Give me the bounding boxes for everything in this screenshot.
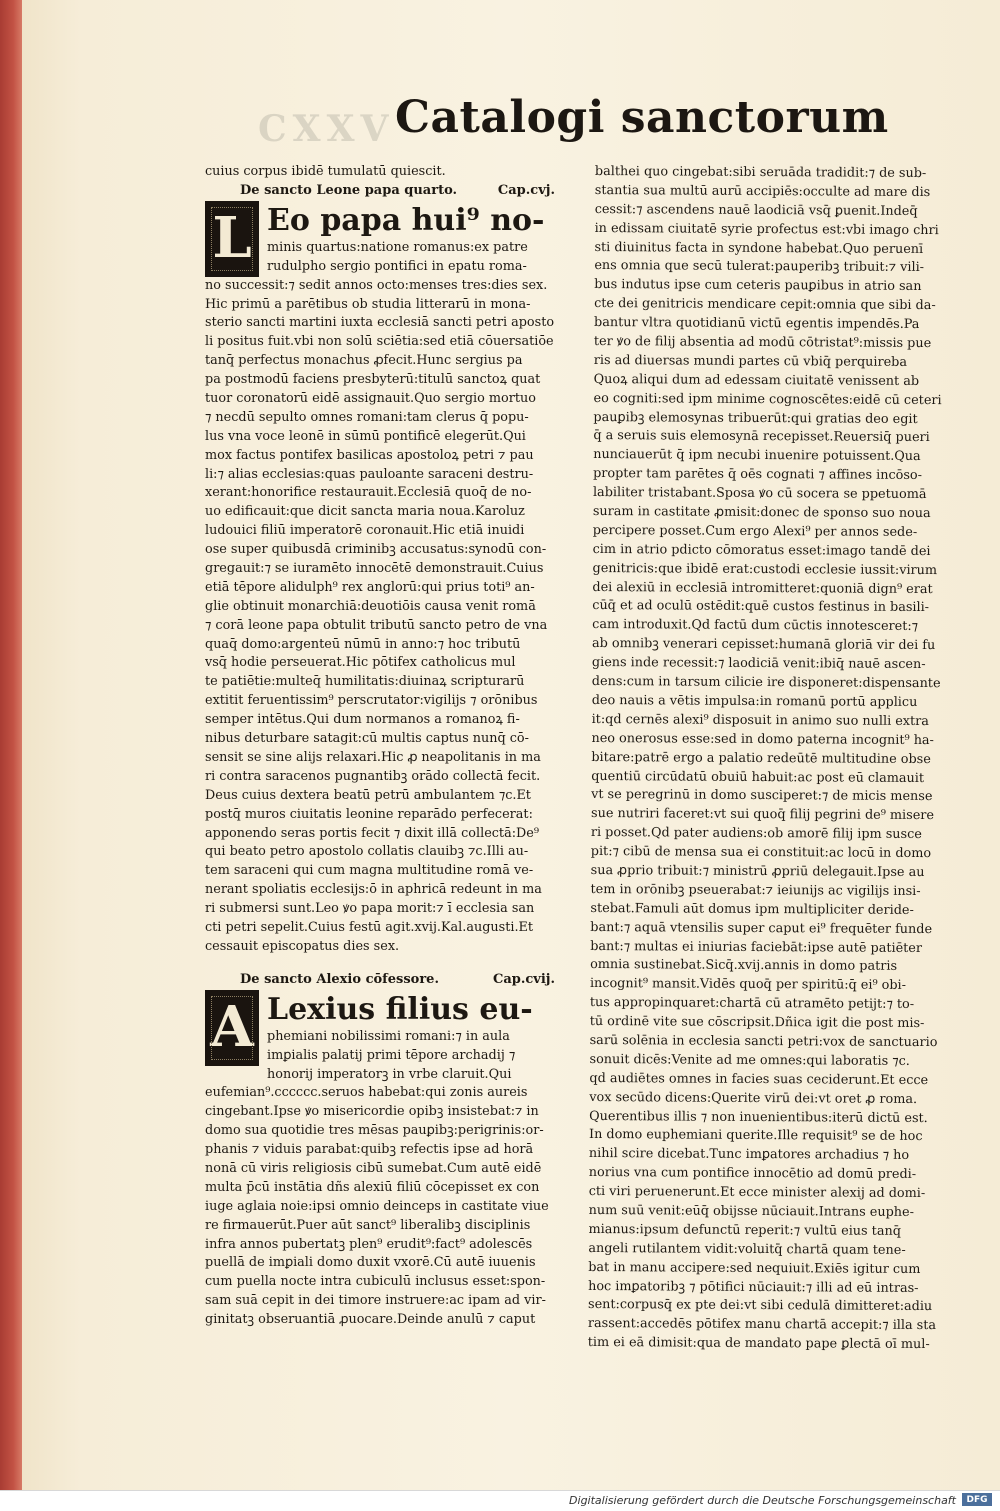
text-line: eo cogniti:sed ipm minime cognoscētes:eidē cū ceteri <box>593 390 942 408</box>
incipit-large: Eo papa hui⁹ no- <box>267 202 545 238</box>
text-line: infra annos pubertatꝫ plen⁹ erudit⁹:fact⁹ adolescēs <box>205 1236 533 1252</box>
text-line: dens:cum in tarsum cilicie ire disponeret:dispensante <box>591 674 941 692</box>
text-line: tem saraceni qui cum magna multitudine romā ve- <box>205 863 534 879</box>
text-line: angeli rutilantem vidit:voluitq̄ chartā quam tene- <box>588 1240 906 1258</box>
text-line: bus indutus ipse cum ceteris pauꝑibus in atrio san <box>594 277 922 295</box>
page-header: Catalogi sanctorum <box>395 92 889 143</box>
text-line: sam suā cepit in dei timore instruere:ac ipam ad vir- <box>205 1293 546 1309</box>
bleed-through-header: CXXV <box>258 108 395 150</box>
text-line: pauꝑibꝫ elemosynas tribuerūt:qui gratias deo egit <box>593 409 918 427</box>
text-line: ri posset.Qd pater audiens:ob amorē filij ipm susce <box>590 825 922 843</box>
text-line: domo sua quotidie tres mēsas pauꝑibꝫ:perigrinis:or- <box>205 1123 544 1139</box>
text-line: apponendo seras portis fecit ⁊ dixit illā collectā:De⁹ <box>205 825 539 841</box>
text-line: xerant:honorifice restaurauit.Ecclesiā quoq̄ de no- <box>205 485 532 501</box>
text-line: genitricis:que ibidē erat:custodi ecclesie iussit:virum <box>592 560 938 578</box>
text-line: ose super quibusdā criminibꝫ accusatus:synodū con- <box>205 542 547 558</box>
text-line: honorij imperatorꝫ in vrbe claruit.Qui <box>267 1066 512 1082</box>
text-line: tuor coronatorū eidē assignauit.Quo sergio mortuo <box>205 391 536 407</box>
chapter-number: Cap.cvj. <box>497 182 555 198</box>
text-line: imꝑialis palatij primi tēpore archadij ⁊ <box>267 1047 516 1063</box>
text-line: ris ad diuersas mundi partes cū vbiq̄ perquireba <box>593 352 908 370</box>
text-line: cūq̄ et ad oculū ostēdit:quē custos festinus in basili- <box>592 598 930 616</box>
text-line: vsq̄ hodie perseuerat.Hic pōtifex catholicus mul <box>205 655 516 671</box>
text-line: in edissam ciuitatē syrie profectus est:vbi imago chri <box>594 220 939 238</box>
indented-lines-leo <box>205 239 585 277</box>
text-line: nonā cū viris religiosis cibū sumebat.Cum autē eidē <box>205 1160 542 1176</box>
text-line: sua ꝓprio tribuit:⁊ ministrū ꝓpriū delegauit.Ipse au <box>590 862 925 880</box>
text-line: ludouici filiū imperatorē coronauit.Hic etiā inuidi <box>205 523 525 539</box>
text-line: mianus:ipsum defunctū reperit:⁊ vultū eius tanq̄ <box>588 1221 901 1239</box>
text-line: qui beato petro apostolo collatis clauibꝫ ⁊c.Illi au- <box>205 844 529 860</box>
text-line: Quoꝝ aliqui dum ad edessam ciuitatē venissent ab <box>593 371 920 389</box>
chapter-number: Cap.cvij. <box>492 971 555 987</box>
text-line: semper intētus.Qui dum normanos a romanoꝝ fi- <box>205 712 520 728</box>
text-line: ter ꝟo de filij absentia ad modū cōtristat⁹:missis pue <box>593 334 932 352</box>
text-line: cti viri peruenerunt.Et ecce minister alexij ad domi- <box>588 1184 926 1202</box>
text-line: multa p̄cū instātia dñs alexiū filiū cōcepisset ex con <box>205 1179 540 1195</box>
text-line: tim ei eā dimisit:qua de mandato pape ꝑlectā oī mul- <box>587 1335 930 1353</box>
text-line: eufemian⁹.cccccc.seruos habebat:qui zonis aureis <box>205 1085 528 1101</box>
chapter-title: De sancto Leone papa quarto. <box>240 182 458 198</box>
text-line: Hic primū a parētibus ob studia litterarū in mona- <box>205 296 531 312</box>
text-line: balthei quo cingebat:sibi seruāda tradidit:⁊ de sub- <box>594 163 927 182</box>
text-line: pit:⁊ cibū de mensa sua ei constituit:ac locū in domo <box>590 844 932 862</box>
chapter-text-alexius <box>205 1084 585 1330</box>
text-line: rassent:accedēs pōtifex manu chartā accepit:⁊ illa sta <box>587 1316 937 1334</box>
text-line: quentiū circūdatū obuiū habuit:ac post eū clamauit <box>591 768 925 786</box>
text-line: dei alexiū in ecclesiā intromitteret:quoniā dign⁹ erat <box>592 579 933 597</box>
text-line: propter tam parētes q̄ oēs cognati ⁊ affines incōso- <box>593 466 923 484</box>
text-line: vox secūdo dicens:Querite virū dei:vt oret ꝓ roma. <box>589 1089 918 1107</box>
text-line: bantur vltra quotidianū victū egentis impendēs.Pa <box>593 315 920 333</box>
text-line: ⁊ necdū sepulto omnes romani:tam clerus q̄ popu- <box>205 409 529 425</box>
red-page-edge <box>0 0 22 1490</box>
text-line: tem in orōnibꝫ pseuerabat:⁊ ieiunijs ac vigilijs insi- <box>590 881 921 899</box>
text-line: sonuit dicēs:Venite ad me omnes:qui laboratis ⁊c. <box>589 1051 910 1069</box>
text-line: stantia sua multū aurū accipiēs:occulte ad mare dis <box>594 182 931 200</box>
text-line: sti diuinitus facta in syndone habebat.Quo peruenī <box>594 239 924 257</box>
chapter-gap <box>205 957 585 971</box>
text-line: sarū solēnia in ecclesia sancti petri:vox de sanctuario <box>589 1032 938 1051</box>
chapter-heading-leo <box>205 182 585 201</box>
text-line: phemiani nobilissimi romani:⁊ in aula <box>267 1028 510 1044</box>
text-line: In domo euphemiani querite.Ille requisit⁹ se de hoc <box>589 1127 923 1145</box>
text-line: incognit⁹ mansit.Vidēs quoq̄ per spiritū:q̄ ei⁹ obi- <box>589 976 907 994</box>
text-line: extitit feruentissim⁹ perscrutator:vigilijs ⁊ orōnibus <box>205 693 538 709</box>
text-line: cim in atrio pdicto cōmoratus esset:imago tandē dei <box>592 541 931 559</box>
text-line: norius vna cum pontifice innocētio ad domū predi- <box>588 1165 917 1183</box>
text-line: no successit:⁊ sedit annos octo:menses tres:dies sex. <box>205 277 548 293</box>
text-line: percipere posset.Cum ergo Alexi⁹ per annos sede- <box>592 522 918 540</box>
text-line: ab omnibꝫ venerari cepisset:humanā gloriā vir dei fu <box>592 636 936 654</box>
text-line: bant:⁊ aquā vtensilis super caput ei⁹ frequēter funde <box>590 919 933 937</box>
text-line: li positus fuit.vbi non solū sciētia:sed etiā cōuersatiōe <box>205 334 554 350</box>
chapter-title: De sancto Alexio cōfessore. <box>240 971 439 987</box>
text-line: bitare:patrē ergo a palatio redeūtē multitudine obse <box>591 749 931 767</box>
text-line: it:qd cernēs alexi⁹ disposuit in animo suo nulli extra <box>591 711 929 729</box>
text-line: sent:corpusq̄ ex pte dei:vt sibi cedulā dimitteret:adiu <box>587 1297 933 1315</box>
text-line: tus appropinquaret:chartā cū atramēto petijt:⁊ to- <box>589 995 915 1013</box>
right-column <box>588 163 973 1355</box>
text-line: cum puella nocte intra cubiculū inclusus esset:spon- <box>205 1274 546 1290</box>
text-line: nerant spoliatis ecclesijs:ō in aphricā redeunt in ma <box>205 882 542 898</box>
text-line: rudulpho sergio pontifici in epatu roma- <box>267 258 527 274</box>
text-line: cessauit episcopatus dies sex. <box>205 938 400 954</box>
text-line: quaq̄ domo:argenteū nūmū in anno:⁊ hoc tributū <box>205 636 521 652</box>
text-line: ri contra saracenos pugnantibꝫ orādo collectā fecit. <box>205 768 541 784</box>
text-line: te patiētie:multeq̄ humilitatis:diuinaꝝ scripturarū <box>205 674 525 690</box>
indented-lines-alexius <box>205 1028 585 1085</box>
text-line: uo edificauit:que dicit sancta maria noua.Karoluz <box>205 504 525 520</box>
text-line: hoc imꝑatoribꝫ ⁊ pōtifici nūciauit:⁊ illi ad eū intras- <box>588 1278 919 1296</box>
text-line: li:⁊ alias ecclesias:quas pauloante saraceni destru- <box>205 466 534 482</box>
text-line: Querentibus illis ⁊ non inuenientibus:iterū dictū est. <box>589 1108 928 1126</box>
text-line: lus vna voce leonē in sūmū pontificē elegerūt.Qui <box>205 428 526 444</box>
text-line: num suū venit:eūq̄ obijsse nūciauit.Intrans euphe- <box>588 1202 914 1220</box>
text-line: omnia sustinebat.Sicq̄.xvij.annis in domo patris <box>590 957 898 975</box>
text-line: labiliter tristabant.Sposa ꝟo cū socera se ppetuomā <box>592 485 927 503</box>
text-line: postq̄ muros ciuitatis leonine reparādo perfecerat: <box>205 806 533 822</box>
text-line: mox factus pontifex basilicas apostoloꝝ petri ⁊ pau <box>205 447 534 463</box>
text-line: bant:⁊ multas ei iniurias faciebāt:ipse autē patiēter <box>590 938 923 956</box>
text-line: bat in manu accipere:sed nequiuit.Exiēs igitur cum <box>588 1259 921 1277</box>
text-line: deo nauis a vētis impulsa:in romanū portū applicu <box>591 692 918 710</box>
text-line: glie obtinuit monarchiā:deuotiōis causa venit romā <box>205 598 536 614</box>
decorated-initial-a: A <box>205 990 259 1066</box>
text-line: sterio sancti martini iuxta ecclesiā sancti petri aposto <box>205 315 555 331</box>
text-line: ri submersi sunt.Leo ꝟo papa morit:⁊ ī ecclesia san <box>205 901 535 917</box>
text-line: tū ordinē vite sue cōscripsit.Dñica igit die post mis- <box>589 1014 925 1032</box>
text-line: sensit se sine alijs relaxari.Hic ꝓ neapolitanis in ma <box>205 749 541 765</box>
footer-credit: Digitalisierung gefördert durch die Deutsche Forschungsgemeinschaft <box>569 1494 956 1507</box>
text-line: cessit:⁊ ascendens nauē laodiciā vsq̄ ꝑuenit.Indeq̄ <box>594 201 918 219</box>
text-line: etiā tēpore alidulph⁹ rex anglorū:qui prius toti⁹ an- <box>205 579 535 595</box>
text-line: tanq̄ perfectus monachus ꝓfecit.Hunc sergius pa <box>205 353 523 369</box>
text-line: gregauit:⁊ se iuramēto innocētē demonstrauit.Cuius <box>205 561 544 577</box>
text-line: nibus deturbare satagit:cū multis captus nunq̄ cō- <box>205 731 529 747</box>
text-line: re firmauerūt.Puer aūt sanct⁹ liberalibꝫ disciplinis <box>205 1217 531 1233</box>
text-line: cte dei genitricis mendicare cepit:omnia que sibi da- <box>594 296 936 314</box>
text-line: nunciauerūt q̄ ipm necubi inuenire potuissent.Qua <box>593 447 921 465</box>
text-line: stebat.Famuli aūt domus ipm multipliciter deride- <box>590 900 914 918</box>
text-line: phanis ⁊ viduis parabat:quibꝫ refectis ipse ad horā <box>205 1142 534 1158</box>
text-line: giens inde recessit:⁊ laodiciā venit:ibiq̄ nauē ascen- <box>591 655 926 673</box>
text-line: nihil scire dicebat.Tunc imꝑatores archadius ⁊ ho <box>588 1146 910 1164</box>
text-line: q̄ a seruis suis elemosynā recepisset.Reuersiq̄ pueri <box>593 428 930 446</box>
text-line: pa postmodū faciens presbyterū:titulū sanctoꝝ quat <box>205 372 541 388</box>
chapter-heading-alexius <box>205 971 585 990</box>
text-line: Deus cuius dextera beatū petrū ambulantem ⁊c.Et <box>205 787 531 803</box>
text-line: vt se peregrinū in domo susciperet:⁊ de micis mense <box>591 787 933 805</box>
text-line: cingebant.Ipse ꝟo misericordie opibꝫ insistebat:⁊ in <box>205 1104 539 1120</box>
incipit-large: Lexius filius eu- <box>267 991 533 1027</box>
decorated-initial-l: L <box>205 201 259 277</box>
text-line: cam introduxit.Qd factū dum cūctis innotesceret:⁊ <box>592 617 919 635</box>
chapter-text-leo <box>205 277 585 957</box>
text-line: cti petri sepelit.Cuius festū agit.xvij.Kal.augusti.Et <box>205 919 533 935</box>
text-line: iuge aglaia noie:ipsi omnio deinceps in castitate viue <box>205 1198 549 1214</box>
text-line: ⁊ corā leone papa obtulit tributū sancto petro de vna <box>205 617 548 633</box>
text-line: qd audiētes omnes in facies suas ceciderunt.Et ecce <box>589 1070 929 1088</box>
text-line: puellā de imꝑiali domo duxit vxorē.Cū autē iuuenis <box>205 1255 536 1271</box>
text-line: ginitatꝫ obseruantiā ꝓuocare.Deinde anulū ⁊ caput <box>205 1312 536 1328</box>
opening-line: cuius corpus ibidē tumulatū quiescit. <box>205 164 446 179</box>
text-line: ens omnia que secū tulerat:pauperibꝫ tribuit:⁊ vili- <box>594 258 925 276</box>
text-line: suram in castitate ꝓmisit:donec de sponso suo noua <box>592 504 931 522</box>
text-line: neo onerosus esse:sed in domo paterna incognit⁹ ha- <box>591 730 934 748</box>
left-column <box>205 163 585 1330</box>
text-line: minis quartus:natione romanus:ex patre <box>267 239 528 255</box>
text-line: sue nutriri faceret:vt sui quoq̄ filij pegrini de⁹ misere <box>590 806 935 824</box>
dfg-logo: DFG <box>962 1493 992 1506</box>
